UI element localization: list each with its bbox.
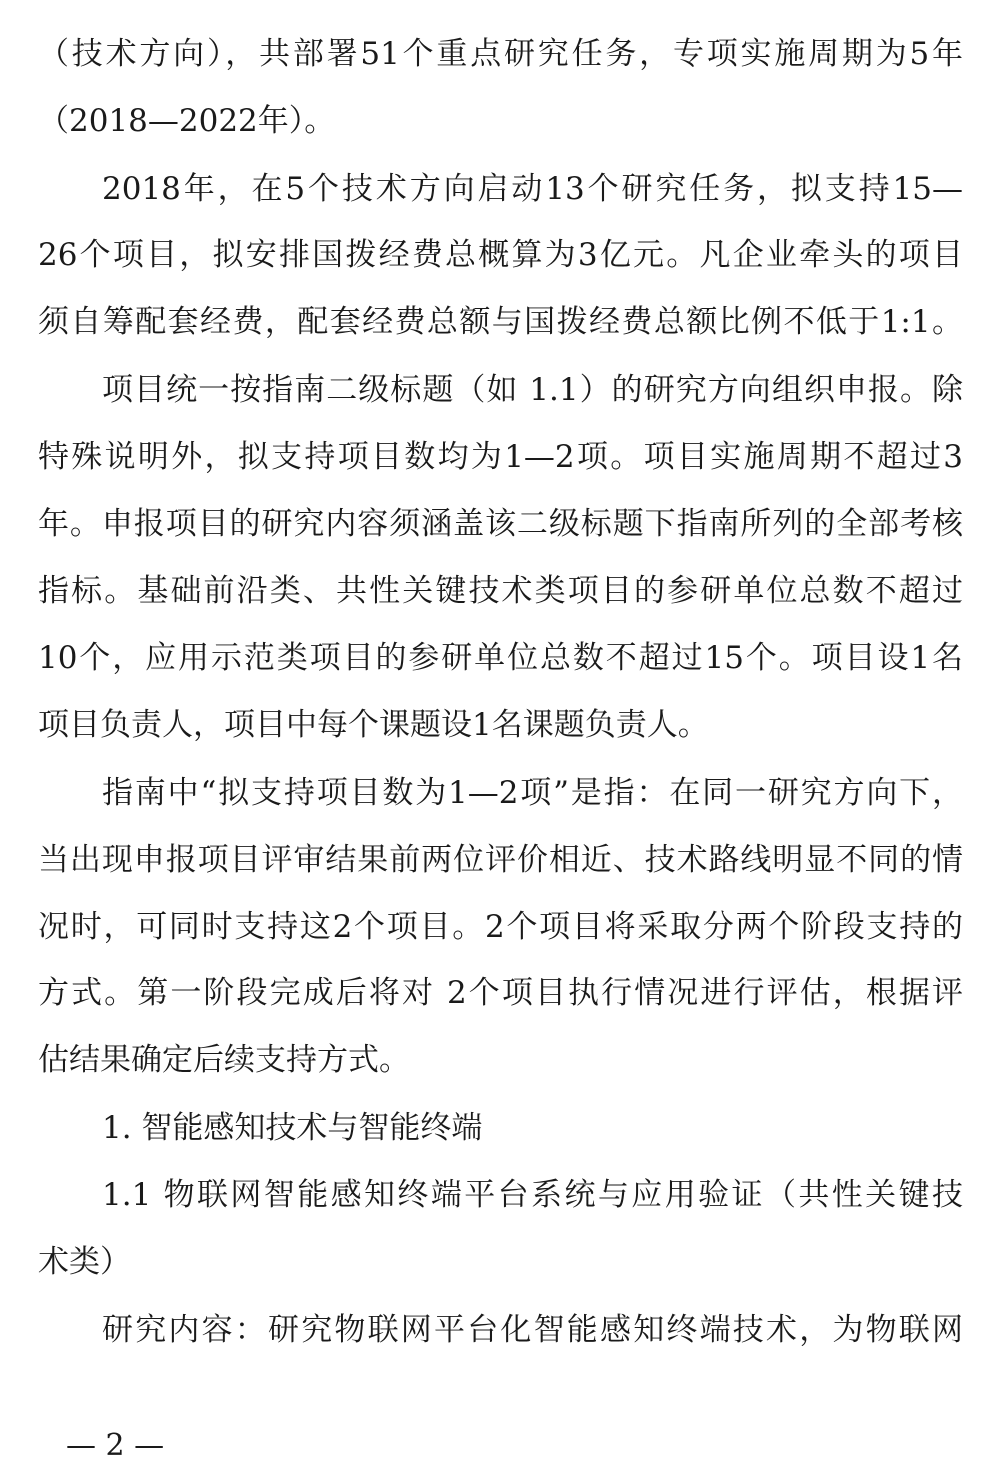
text-line-16: 估结果确定后续支持方式。 — [38, 1042, 410, 1078]
text-line-2: （2018—2022年）。 — [38, 103, 336, 139]
text-line-6: 项目统一按指南二级标题（如 1.1）的研究方向组织申报。除 — [102, 372, 963, 408]
text-line-13: 当出现申报项目评审结果前两位评价相近、技术路线明显不同的情 — [38, 842, 963, 878]
text-line-5: 须自筹配套经费，配套经费总额与国拨经费总额比例不低于1:1。 — [38, 304, 963, 340]
research-content-line: 研究内容：研究物联网平台化智能感知终端技术，为物联网 — [102, 1312, 963, 1348]
page-number: — 2 — — [66, 1428, 165, 1463]
text-line-14: 况时，可同时支持这2个项目。2个项目将采取分两个阶段支持的 — [38, 909, 963, 945]
text-line-15: 方式。第一阶段完成后将对 2个项目执行情况进行评估，根据评 — [38, 975, 963, 1011]
subsection-heading: 1.1 物联网智能感知终端平台系统与应用验证（共性关键技 — [102, 1177, 963, 1213]
text-line-7: 特殊说明外，拟支持项目数均为1—2项。项目实施周期不超过3 — [38, 439, 963, 475]
text-line-12: 指南中“拟支持项目数为1—2项”是指：在同一研究方向下， — [102, 775, 963, 811]
subsection-heading-cont: 术类） — [38, 1244, 131, 1280]
section-heading: 1. 智能感知技术与智能终端 — [102, 1110, 483, 1146]
text-line-10: 10个，应用示范类项目的参研单位总数不超过15个。项目设1名 — [38, 640, 963, 676]
text-line-4: 26个项目，拟安排国拨经费总概算为3亿元。凡企业牵头的项目 — [38, 237, 963, 273]
text-line-9: 指标。基础前沿类、共性关键技术类项目的参研单位总数不超过 — [38, 573, 963, 609]
text-line-8: 年。申报项目的研究内容须涵盖该二级标题下指南所列的全部考核 — [38, 506, 963, 542]
text-line-3: 2018年，在5个技术方向启动13个研究任务，拟支持15— — [102, 171, 963, 207]
text-line-1: （技术方向），共部署51个重点研究任务，专项实施周期为5年 — [38, 36, 963, 72]
text-line-11: 项目负责人，项目中每个课题设1名课题负责人。 — [38, 707, 709, 743]
